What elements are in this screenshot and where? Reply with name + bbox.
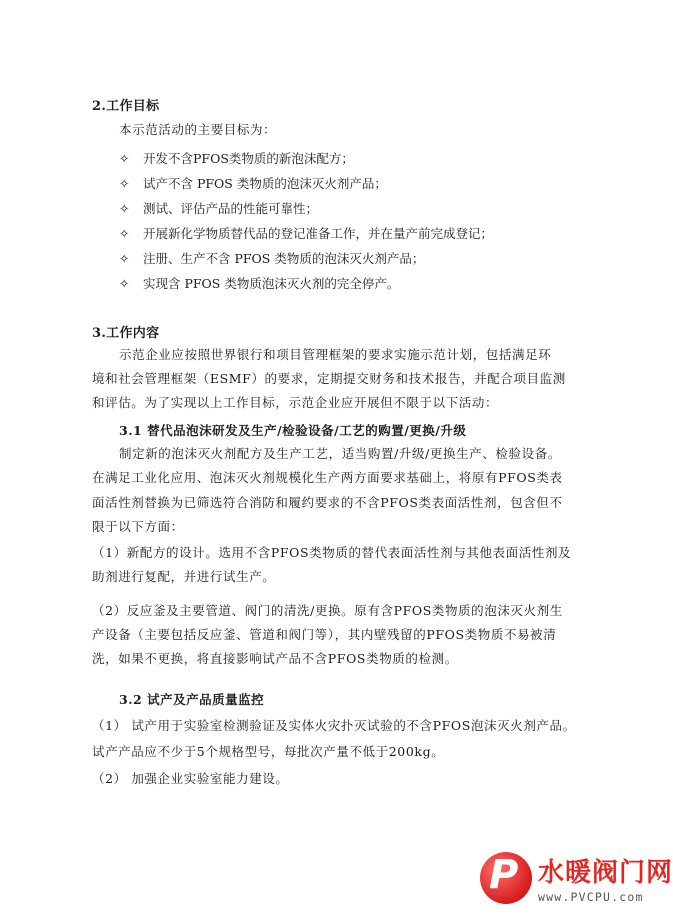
paragraph-line: 和评估。为了实现以上工作目标，示范企业应开展但不限于以下活动： [92, 395, 499, 410]
list-item: ✧ 实现含 PFOS 类物质泡沫灭火剂的完全停产。 [119, 276, 400, 291]
logo-letter: P [489, 852, 519, 898]
paragraph-line: 试产产品应不少于5个规格型号，每批次产量不低于200kg。 [92, 744, 445, 759]
diamond-bullet-icon: ✧ [119, 201, 130, 216]
list-item: ✧ 注册、生产不含 PFOS 类物质的泡沫灭火剂产品； [119, 251, 425, 266]
list-item: ✧ 开展新化学物质替代品的登记准备工作，并在量产前完成登记； [119, 226, 494, 241]
section-3-title: 3.工作内容 [92, 326, 160, 341]
diamond-bullet-icon: ✧ [119, 276, 130, 291]
paragraph-line: （2） 加强企业实验室能力建设。 [92, 771, 289, 786]
paragraph-line: 限于以下方面： [92, 519, 184, 534]
subsection-3-2-title: 3.2 试产及产品质量监控 [119, 692, 265, 707]
paragraph-line: 助剂进行复配，并进行试生产。 [92, 569, 276, 584]
paragraph-line: （1）新配方的设计。选用不含PFOS类物质的替代表面活性剂与其他表面活性剂及 [92, 545, 572, 560]
section-2-title: 2.工作目标 [92, 99, 160, 114]
site-watermark-logo [476, 846, 673, 916]
paragraph-line: 制定新的泡沫灭火剂配方及生产工艺，适当购置/升级/更换生产、检验设备。 [119, 446, 561, 461]
paragraph-line: 境和社会管理框架（ESMF）的要求，定期提交财务和技术报告，并配合项目监测 [92, 371, 566, 386]
paragraph-line: 在满足工业化应用、泡沫灭火剂规模化生产两方面要求基础上，将原有PFOS类表 [92, 470, 563, 485]
logo-url: www.PVCPU.com [538, 890, 644, 904]
list-item: ✧ 试产不含 PFOS 类物质的泡沫灭火剂产品； [119, 176, 387, 191]
diamond-bullet-icon: ✧ [119, 176, 130, 191]
list-item: ✧ 开发不含PFOS类物质的新泡沫配方； [119, 151, 354, 166]
logo-title: 水暖阀门网 [538, 858, 673, 888]
diamond-bullet-icon: ✧ [119, 151, 130, 166]
subsection-3-1-title: 3.1 替代品泡沫研发及生产/检验设备/工艺的购置/更换/升级 [119, 423, 467, 438]
list-item: ✧ 测试、评估产品的性能可靠性； [119, 201, 319, 216]
paragraph-line: （1） 试产用于实验室检测验证及实体火灾扑灭试验的不含PFOS泡沫灭火剂产品。 [92, 718, 576, 733]
diamond-bullet-icon: ✧ [119, 251, 130, 266]
paragraph-line: 产设备（主要包括反应釜、管道和阀门等），其内壁残留的PFOS类物质不易被清 [92, 627, 557, 642]
paragraph-line: 面活性剂替换为已筛选符合消防和履约要求的不含PFOS类表面活性剂，包含但不 [92, 495, 563, 510]
section-2-intro: 本示范活动的主要目标为： [119, 122, 277, 137]
paragraph-line: （2）反应釜及主要管道、阀门的清洗/更换。原有含PFOS类物质的泡沫灭火剂生 [92, 603, 563, 618]
paragraph-line: 洗，如果不更换，将直接影响试产品不含PFOS类物质的检测。 [92, 651, 458, 666]
paragraph-line: 示范企业应按照世界银行和项目管理框架的要求实施示范计划，包括满足环 [119, 347, 552, 362]
diamond-bullet-icon: ✧ [119, 226, 130, 241]
